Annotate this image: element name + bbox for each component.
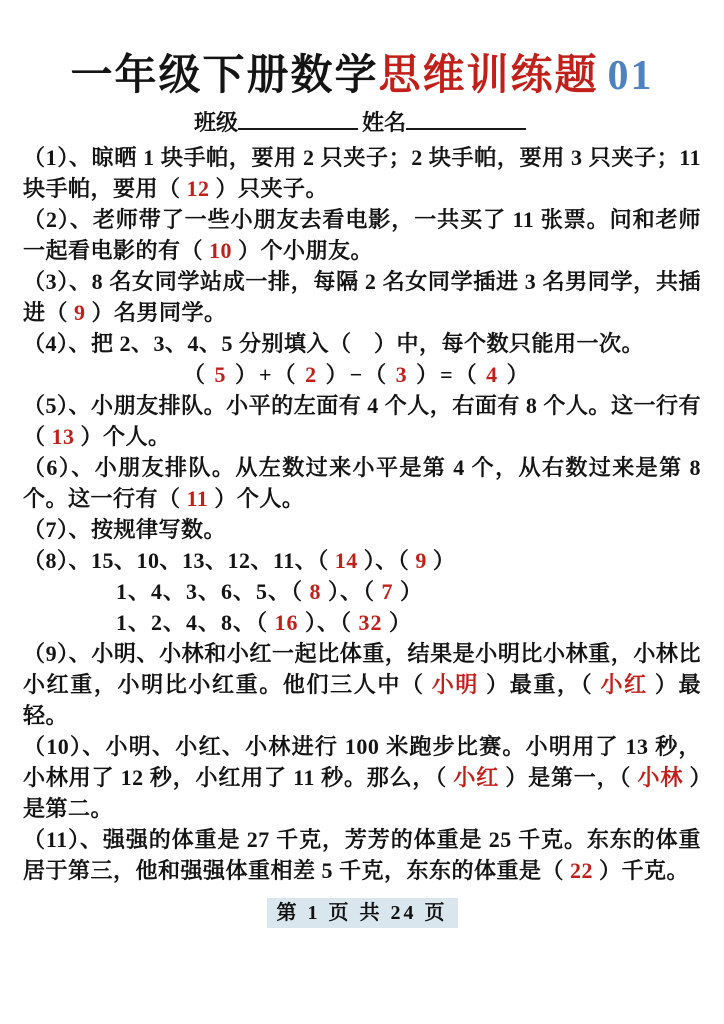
- answer-text: 8: [309, 579, 322, 605]
- answer-text: 16: [274, 610, 299, 636]
- answer-text: 小林: [637, 765, 684, 791]
- question-text: （5）、小朋友排队。小平的左面有 4 个人，右面有 8 个人。这一行有（: [23, 393, 701, 450]
- answer-text: 5: [214, 362, 228, 388]
- question-paragraph: [23, 204, 701, 266]
- question-paragraph: [116, 607, 701, 638]
- question-paragraph: [23, 142, 701, 204]
- question-paragraph: [23, 452, 701, 514]
- answer-text: 12: [186, 176, 210, 202]
- question-text: （7）、按规律写数。: [23, 517, 227, 543]
- question-paragraph: [23, 328, 701, 359]
- question-text: ）: [382, 610, 413, 636]
- question-text: ）个小朋友。: [232, 238, 374, 264]
- question-text: ）个人。: [208, 486, 305, 512]
- question-text: ）千克。: [593, 858, 690, 884]
- answer-text: 4: [486, 362, 500, 388]
- question-paragraph: [23, 266, 701, 328]
- answer-text: 11: [186, 486, 209, 512]
- question-paragraph: [23, 638, 701, 731]
- question-text: ）=（: [408, 362, 487, 388]
- question-text: （1）、晾晒 1 块手帕，要用 2 只夹子；2 块手帕，要用 3 只夹子；11 块手帕，要用（: [23, 145, 701, 202]
- page-footer: [23, 898, 701, 928]
- title-grade-part: 一年级下册数学: [70, 53, 379, 99]
- class-blank-line: [238, 110, 358, 130]
- question-text: （11）、强强的体重是 27 千克，芳芳的体重是 25 千克。东东的体重居于第三，他和强强体重相差 5 千克，东东的体重是（: [23, 827, 701, 884]
- question-text: （9）、小明、小林和小红一起比体重，结果是小明比小林重，小林比小红重，小明比小红重。他们三人中（: [23, 641, 701, 698]
- answer-text: 3: [395, 362, 409, 388]
- answer-text: 22: [570, 858, 594, 884]
- name-label: 姓名: [362, 110, 407, 136]
- question-text: （8）、15、10、13、12、11、（: [23, 548, 335, 574]
- page-title: [23, 52, 701, 100]
- question-text: ）是第一，（: [499, 765, 638, 791]
- question-text: 1、2、4、8、（: [116, 610, 275, 636]
- page-number-badge: 第 1 页 共 24 页: [267, 898, 458, 928]
- question-text: ）是第二。: [23, 765, 701, 822]
- question-text: （6）、小朋友排队。从左数过来小平是第 4 个，从右数过来是第 8 个。这一行有（: [23, 455, 701, 512]
- question-paragraph: [116, 576, 701, 607]
- question-text: （: [183, 362, 215, 388]
- class-name-row: [23, 110, 701, 136]
- answer-text: 14: [334, 548, 358, 574]
- question-text: ）最重，（: [479, 672, 601, 698]
- answer-text: 10: [209, 238, 233, 264]
- question-text: ）只夹子。: [209, 176, 329, 202]
- answer-text: 9: [415, 548, 427, 574]
- questions-list: [23, 142, 701, 886]
- question-text: （4）、把 2、3、4、5 分别填入（ ）中，每个数只能用一次。: [23, 331, 645, 357]
- question-text: （3）、8 名女同学站成一排，每隔 2 名女同学插进 3 名男同学，共插进（: [23, 269, 701, 326]
- answer-text: 2: [305, 362, 319, 388]
- question-text: ）个人。: [74, 424, 171, 450]
- question-text: ）、（: [321, 579, 382, 605]
- title-subject-part: 思维训练题: [378, 53, 599, 99]
- question-text: ）+（: [227, 362, 306, 388]
- answer-text: 13: [51, 424, 75, 450]
- title-number: 01: [607, 53, 654, 99]
- question-text: ）: [393, 579, 424, 605]
- question-text: ）: [426, 548, 456, 574]
- answer-text: 9: [74, 300, 86, 326]
- answer-text: 32: [358, 610, 383, 636]
- question-text: ）名男同学。: [85, 300, 227, 326]
- question-text: ）: [499, 362, 531, 388]
- answer-text: 小红: [600, 672, 648, 698]
- question-text: 1、4、3、6、5、（: [116, 579, 310, 605]
- question-text: ）、（: [357, 548, 416, 574]
- answer-text: 7: [381, 579, 394, 605]
- question-paragraph: [183, 359, 701, 390]
- question-text: ）−（: [318, 362, 396, 388]
- question-text: （2）、老师带了一些小朋友去看电影，一共买了 11 张票。问和老师一起看电影的有（: [23, 207, 701, 264]
- question-paragraph: [23, 545, 701, 576]
- question-text: ）、（: [298, 610, 359, 636]
- answer-text: 小明: [431, 672, 480, 698]
- question-text: （10）、小明、小红、小林进行 100 米跑步比赛。小明用了 13 秒，小林用了 12 秒，小红用了 11 秒。那么，（: [23, 734, 701, 791]
- name-blank-line: [406, 110, 526, 130]
- question-paragraph: [23, 824, 701, 886]
- question-paragraph: [23, 390, 701, 452]
- question-paragraph: [23, 731, 701, 824]
- class-label: 班级: [193, 110, 238, 136]
- answer-text: 小红: [453, 765, 500, 791]
- question-text: ）最轻。: [23, 672, 701, 729]
- question-paragraph: [23, 514, 701, 545]
